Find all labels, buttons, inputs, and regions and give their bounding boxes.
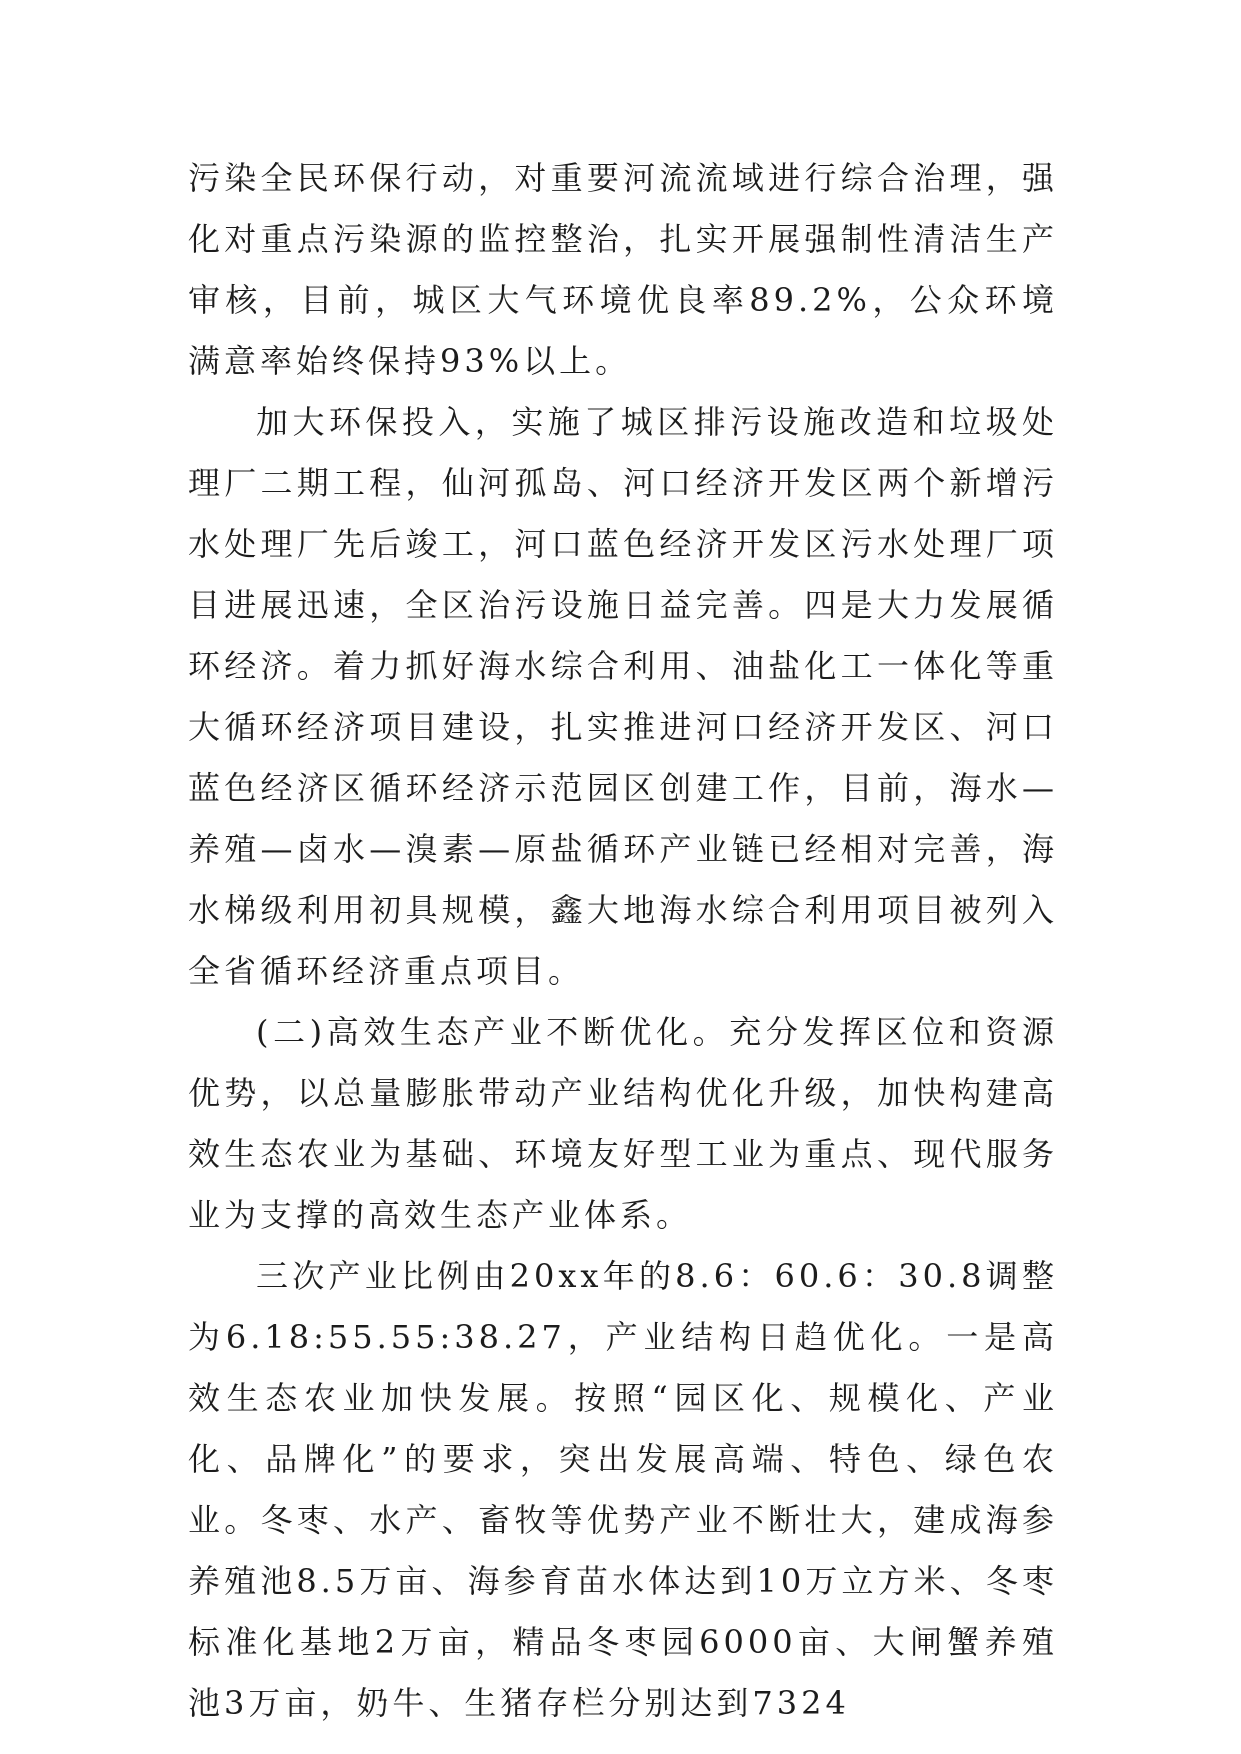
document-page (188, 148, 1058, 1734)
paragraph-1: 污染全民环保行动，对重要河流流域进行综合治理，强化对重点污染源的监控整治，扎实开展强制性清洁生产审核，目前，城区大气环境优良率89.2%，公众环境满意率始终保持93%以上。 (188, 159, 1058, 380)
paragraph-4: 三次产业比例由20xx年的8.6：60.6：30.8调整为6.18:55.55:38.27，产业结构日趋优化。一是高效生态农业加快发展。按照“园区化、规模化、产业化、品牌化”的要求，突出发展高端、特色、绿色农业。冬枣、水产、畜牧等优势产业不断壮大，建成海参养殖池8.5万亩、海参育苗水体达到10万立方米、冬枣标准化基地2万亩，精品冬枣园6000亩、大闸蟹养殖池3万亩，奶牛、生猪存栏分别达到7324 (188, 1257, 1058, 1722)
paragraph-3: (二)高效生态产业不断优化。充分发挥区位和资源优势，以总量膨胀带动产业结构优化升级，加快构建高效生态农业为基础、环境友好型工业为重点、现代服务业为支撑的高效生态产业体系。 (188, 1013, 1058, 1234)
paragraph-2: 加大环保投入，实施了城区排污设施改造和垃圾处理厂二期工程，仙河孤岛、河口经济开发区两个新增污水处理厂先后竣工，河口蓝色经济开发区污水处理厂项目进展迅速，全区治污设施日益完善。四是大力发展循环经济。着力抓好海水综合利用、油盐化工一体化等重大循环经济项目建设，扎实推进河口经济开发区、河口蓝色经济区循环经济示范园区创建工作，目前，海水—养殖—卤水—溴素—原盐循环产业链已经相对完善，海水梯级利用初具规模，鑫大地海水综合利用项目被列入全省循环经济重点项目。 (188, 403, 1058, 990)
